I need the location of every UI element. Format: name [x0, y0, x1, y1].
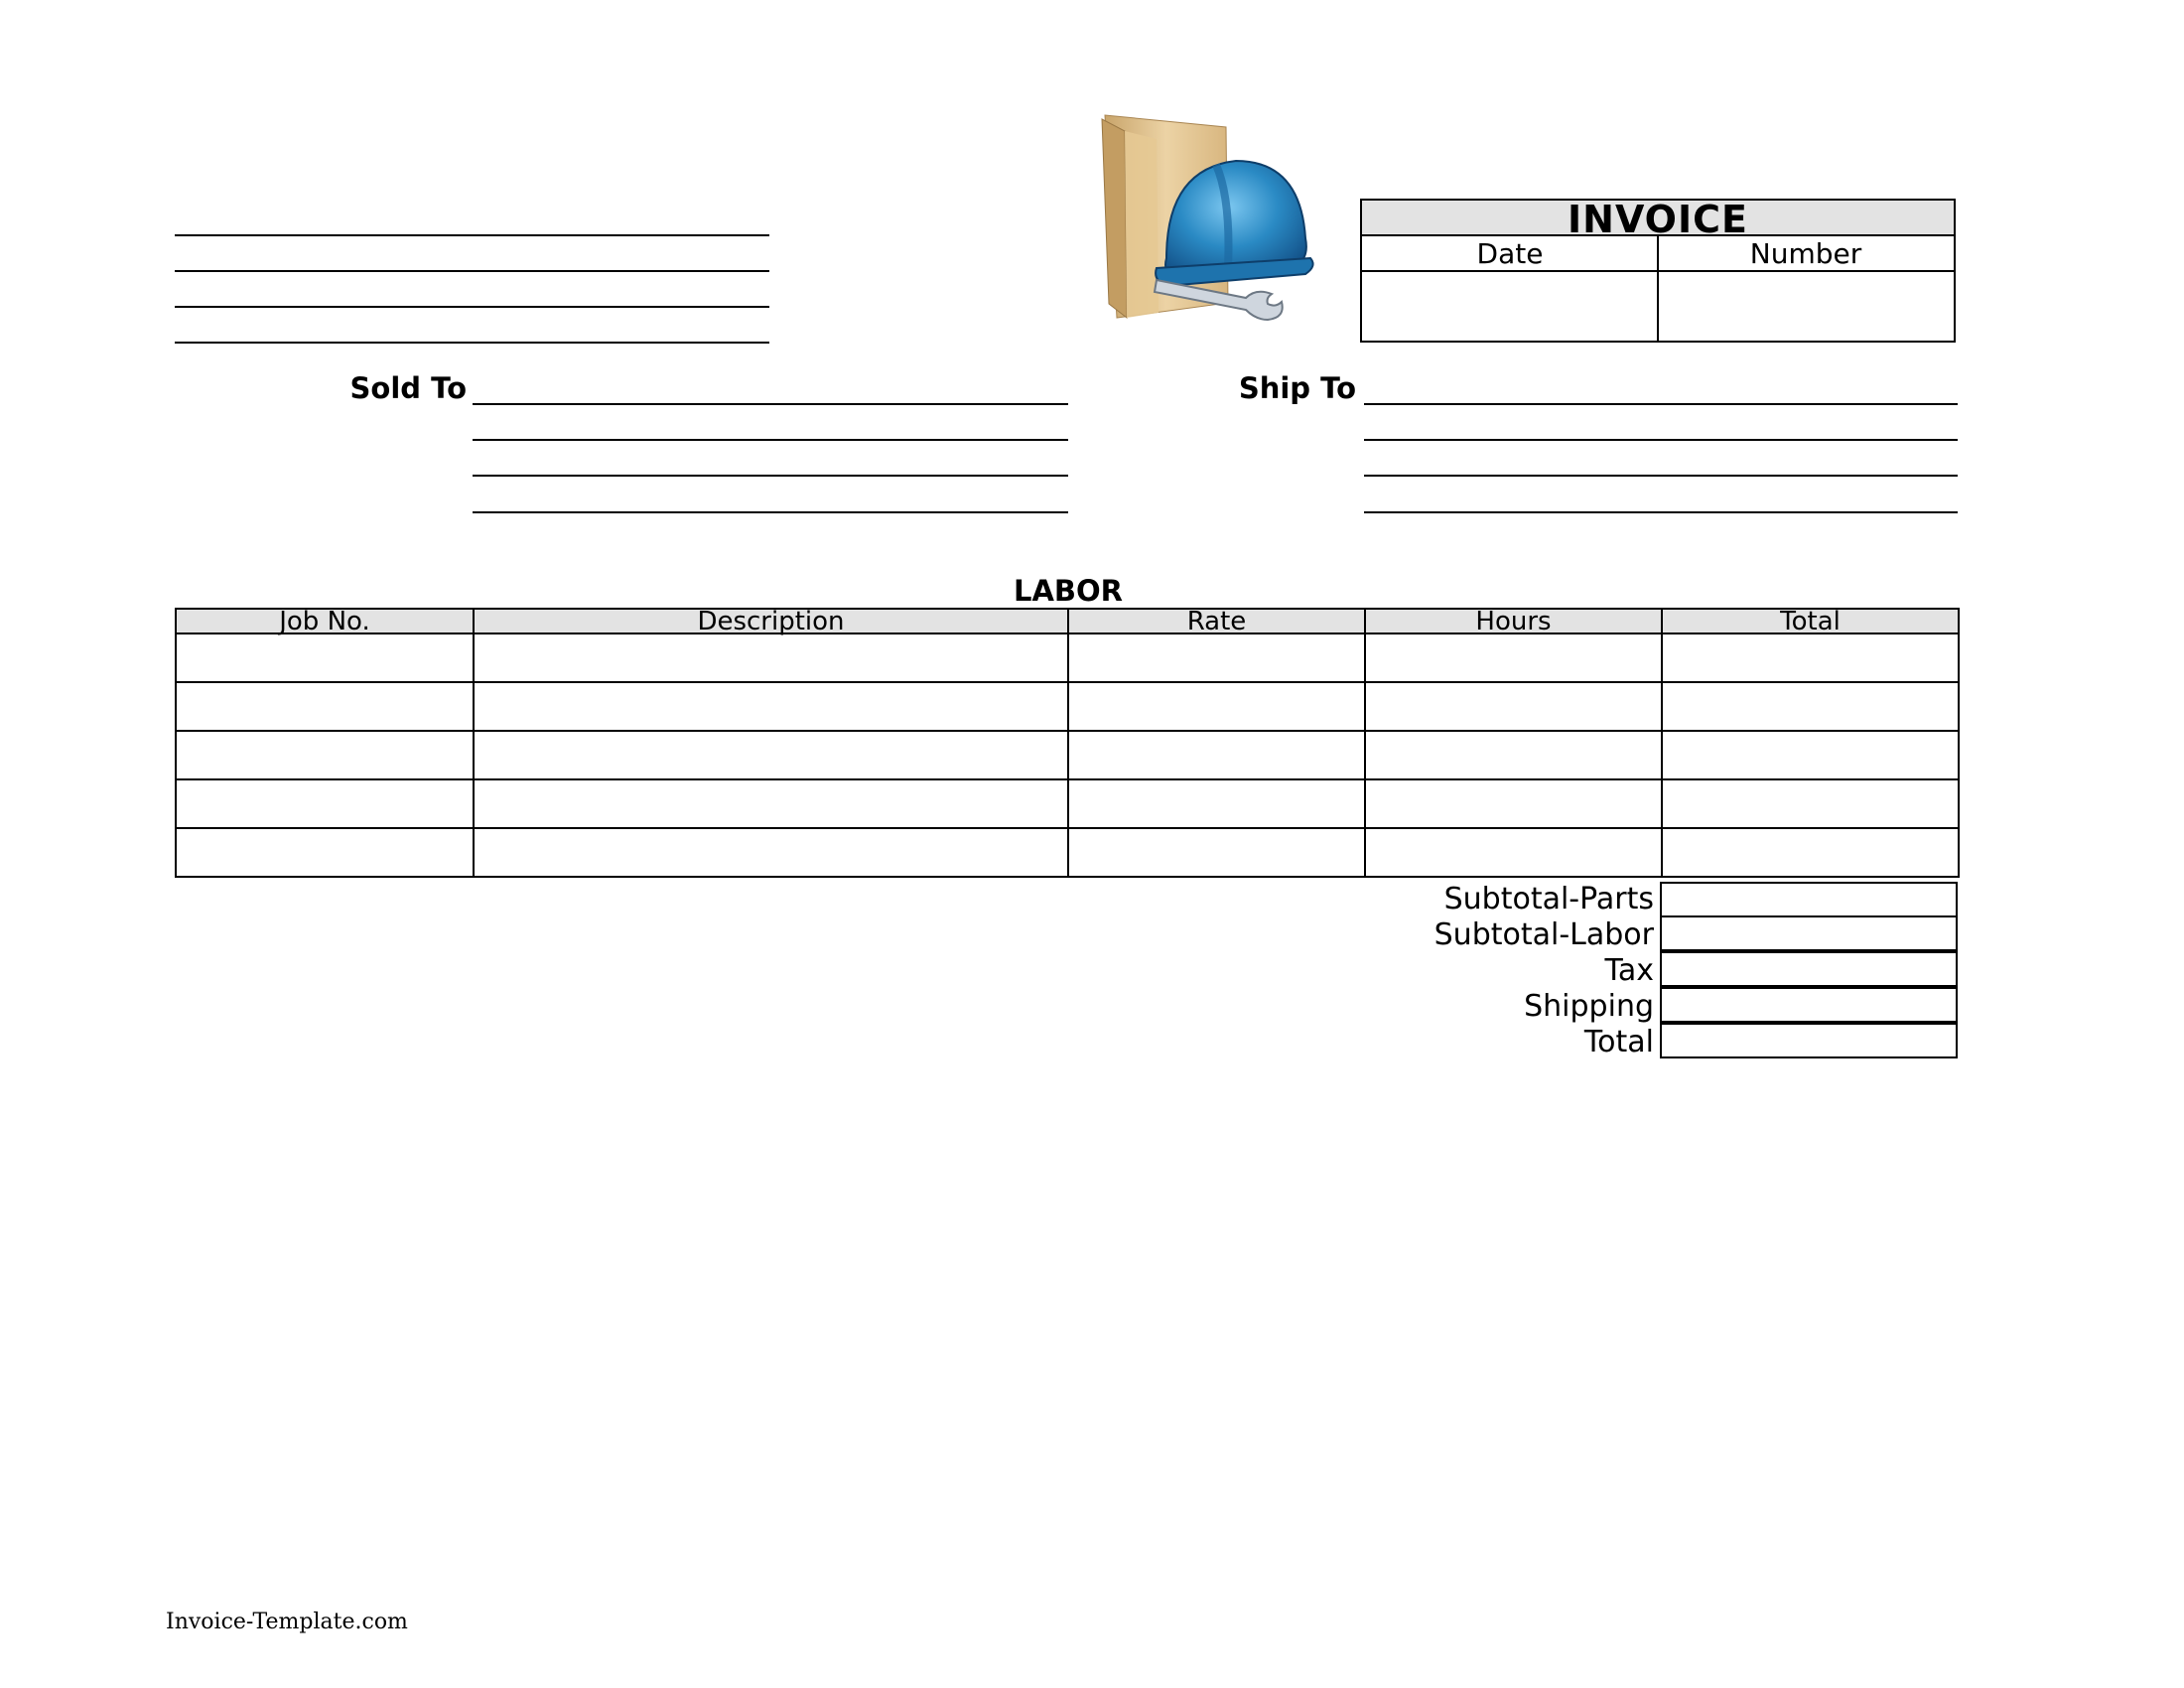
table-row [176, 779, 1959, 828]
job-no-cell[interactable] [176, 731, 474, 779]
rate-cell[interactable] [1068, 633, 1365, 682]
total-cell[interactable] [1662, 731, 1959, 779]
tax-field[interactable] [1660, 951, 1958, 987]
column-header-hours: Hours [1365, 609, 1662, 633]
invoice-date-field[interactable] [1362, 272, 1657, 343]
hours-cell[interactable] [1365, 633, 1662, 682]
subtotal-parts-field[interactable] [1660, 882, 1958, 917]
column-header-rate: Rate [1068, 609, 1365, 633]
total-cell[interactable] [1662, 682, 1959, 731]
invoice-title: INVOICE [1362, 201, 1954, 236]
column-header-description: Description [474, 609, 1068, 633]
shipping-label: Shipping [1524, 989, 1654, 1024]
rate-cell[interactable] [1068, 731, 1365, 779]
description-cell[interactable] [474, 633, 1068, 682]
company-line-3[interactable] [175, 306, 769, 308]
job-no-cell[interactable] [176, 828, 474, 877]
total-label: Total [1583, 1025, 1654, 1059]
ship-to-line-2[interactable] [1364, 439, 1958, 441]
shipping-field[interactable] [1660, 987, 1958, 1023]
table-row [176, 633, 1959, 682]
invoice-number-field[interactable] [1659, 272, 1954, 343]
total-cell[interactable] [1662, 633, 1959, 682]
job-no-cell[interactable] [176, 633, 474, 682]
rate-cell[interactable] [1068, 682, 1365, 731]
folder-hardhat-wrench-icon [1097, 109, 1325, 328]
table-row [176, 682, 1959, 731]
column-header-job-no: Job No. [176, 609, 474, 633]
job-no-cell[interactable] [176, 779, 474, 828]
subtotal-labor-label: Subtotal-Labor [1433, 917, 1654, 952]
invoice-number-header: Number [1658, 236, 1954, 272]
subtotal-parts-label: Subtotal-Parts [1443, 882, 1654, 916]
sold-to-line-1[interactable] [473, 403, 1068, 405]
labor-table [175, 608, 1960, 878]
column-header-total: Total [1662, 609, 1959, 633]
invoice-info-box [1360, 199, 1956, 343]
invoice-date-header: Date [1362, 236, 1658, 272]
company-line-4[interactable] [175, 342, 769, 344]
total-field[interactable] [1660, 1023, 1958, 1058]
ship-to-line-1[interactable] [1364, 403, 1958, 405]
hours-cell[interactable] [1365, 828, 1662, 877]
footer-site-name: Invoice-Template.com [166, 1610, 408, 1634]
rate-cell[interactable] [1068, 828, 1365, 877]
rate-cell[interactable] [1068, 779, 1365, 828]
ship-to-line-3[interactable] [1364, 475, 1958, 477]
sold-to-line-3[interactable] [473, 475, 1068, 477]
description-cell[interactable] [474, 828, 1068, 877]
table-row [176, 731, 1959, 779]
description-cell[interactable] [474, 731, 1068, 779]
ship-to-line-4[interactable] [1364, 511, 1958, 513]
company-line-1[interactable] [175, 234, 769, 236]
description-cell[interactable] [474, 682, 1068, 731]
hours-cell[interactable] [1365, 682, 1662, 731]
tax-label: Tax [1604, 953, 1654, 988]
subtotal-labor-field[interactable] [1660, 915, 1958, 951]
labor-header-row [176, 609, 1959, 633]
job-no-cell[interactable] [176, 682, 474, 731]
labor-title: LABOR [1013, 574, 1123, 608]
total-cell[interactable] [1662, 828, 1959, 877]
sold-to-line-2[interactable] [473, 439, 1068, 441]
company-line-2[interactable] [175, 270, 769, 272]
hours-cell[interactable] [1365, 731, 1662, 779]
sold-to-line-4[interactable] [473, 511, 1068, 513]
sold-to-label: Sold To [349, 371, 467, 405]
total-cell[interactable] [1662, 779, 1959, 828]
hours-cell[interactable] [1365, 779, 1662, 828]
description-cell[interactable] [474, 779, 1068, 828]
ship-to-label: Ship To [1238, 371, 1356, 405]
table-row [176, 828, 1959, 877]
